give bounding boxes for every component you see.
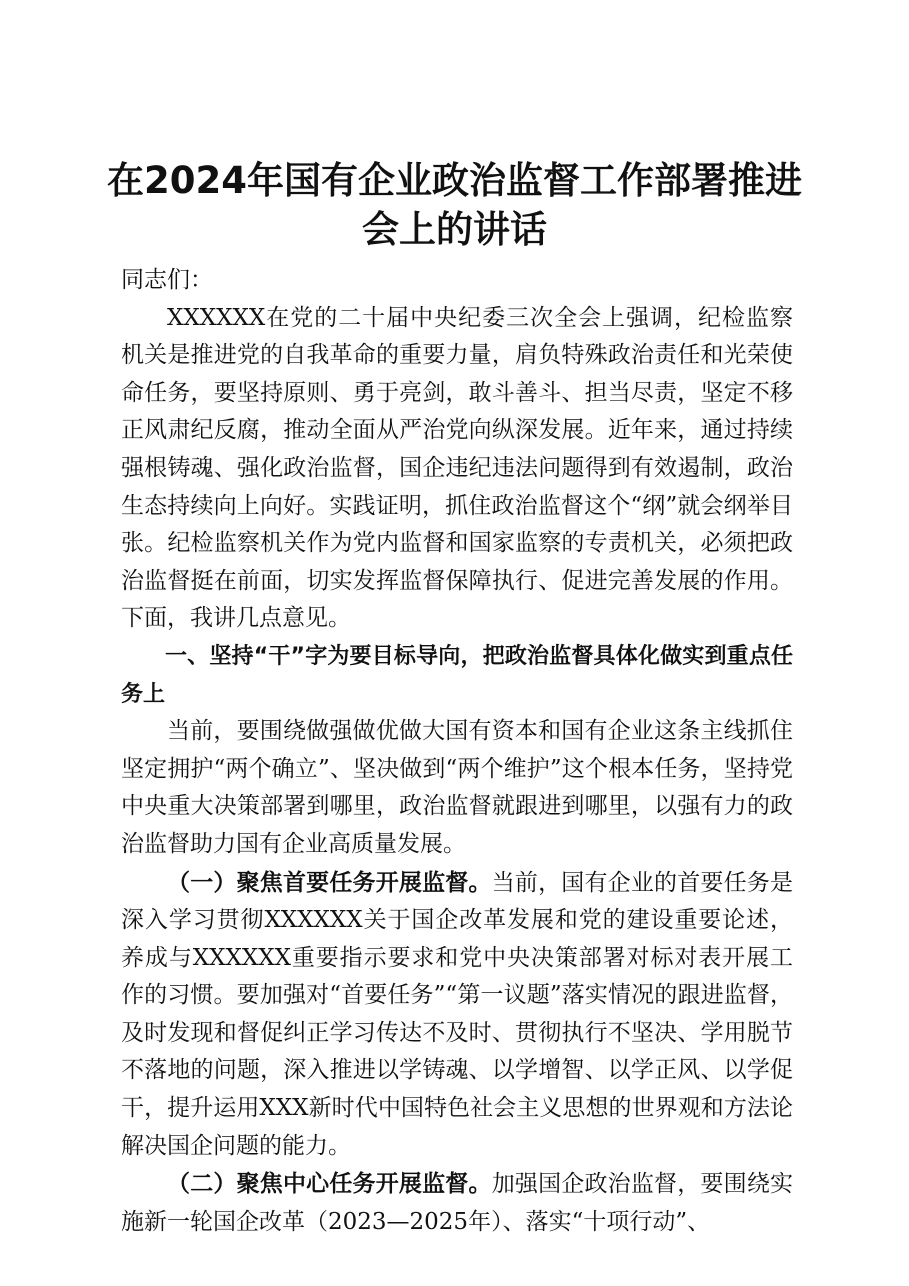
document-title: 在2024年国有企业政治监督工作部署推进会上的讲话 — [107, 159, 802, 251]
salutation: 同志们： — [121, 267, 213, 293]
subsection-2 — [121, 1165, 793, 1241]
document-body — [121, 262, 793, 1241]
subsection-2-text: 加强国企政治监督，要围绕实施新一轮国企改革（2023—2025年）、落实“十项行动”、 — [121, 1171, 794, 1235]
subsection-1 — [121, 864, 793, 1166]
opening-paragraph: XXXXXX在党的二十届中央纪委三次全会上强调，纪检监察机关是推进党的自我革命的重要力量，肩负特殊政治责任和光荣使命任务，要坚持原则、勇于亮剑，敢斗善斗、担当尽责，坚定不移正风肃纪反腐，推动全面从严治党向纵深发展。近年来，通过持续强根铸魂、强化政治监督，国企违纪违法问题得到有效遏制，政治生态持续向上向好。实践证明，抓住政治监督这个“纲”就会纲举目张。纪检监察机关作为党内监督和国家监察的专责机关，必须把政治监督挺在前面，切实发挥监督保障执行、促进完善发展的作用。下面，我讲几点意见。 — [121, 304, 793, 632]
subsection-1-lead: （一）聚焦首要任务开展监督。 — [167, 868, 492, 896]
subsection-2-lead: （二）聚焦中心任务开展监督。 — [167, 1170, 492, 1198]
section-heading: 一、坚持“干”字为要目标导向，把政治监督具体化做实到重点任务上 — [121, 643, 793, 707]
section-intro: 当前，要围绕做强做优做大国有资本和国有企业这条主线抓住坚定拥护“两个确立”、坚决做到“两个维护”这个根本任务，坚持党中央重大决策部署到哪里，政治监督就跟进到哪里，以强有力的政治监督助力国有企业高质量发展。 — [121, 718, 793, 857]
subsection-1-text: 当前，国有企业的首要任务是深入学习贯彻XXXXXX关于国企改革发展和党的建设重要论述，养成与XXXXXX重要指示要求和党中央决策部署对标对表开展工作的习惯。要加强对“首要任务”“第一议题”落实情况的跟进监督，及时发现和督促纠正学习传达不及时、贯彻执行不坚决、学用脱节不落地的问题，深入推进以学铸魂、以学增智、以学正风、以学促干，提升运用XXX新时代中国特色社会主义思想的世界观和方法论解决国企问题的能力。 — [121, 869, 794, 1159]
